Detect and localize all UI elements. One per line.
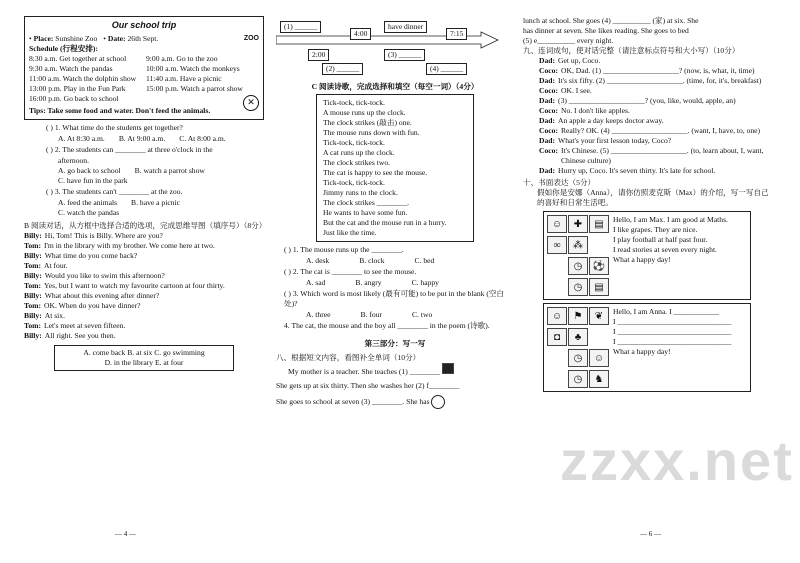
speaker: Dad: (539, 136, 556, 146)
question-text: ( ) 3. Which word is most likely (最有可能) to be put in the blank (空白处)? (284, 289, 505, 309)
essay-line: I play football at half past four. (613, 235, 708, 245)
speaker: Billy: (24, 231, 42, 241)
watermark-text: zzxx.net (560, 429, 794, 492)
dialog-line (24, 321, 264, 331)
speaker: Coco: (539, 106, 558, 116)
poem-question-4: 4. The cat, the mouse and the boy all ________ in the poem (诗歌). (284, 321, 490, 331)
max-text (613, 215, 728, 296)
poem-line: Tick-tock, tick-tock. (323, 98, 385, 108)
answer-option[interactable]: C. have fun in the park (58, 176, 128, 186)
poem-line: A mouse runs up the clock. (323, 108, 406, 118)
dialog-line (539, 166, 771, 176)
answer-option[interactable]: C. watch the pandas (58, 208, 120, 218)
utterance: What time do you come back? (44, 251, 138, 261)
answer-options (24, 198, 264, 208)
schedule-row (29, 54, 259, 64)
speaker: Tom: (24, 261, 42, 271)
question-text: ( ) 1. The mouse runs up the ________. (284, 245, 404, 255)
girl-reading-icon: ☺ (589, 349, 609, 367)
intro-line-2: has dinner at seven. She likes reading. She goes to bed (523, 26, 689, 36)
mind-map-timeline (276, 16, 514, 76)
billy-tom-dialog (24, 231, 264, 341)
utterance: At four. (44, 261, 68, 271)
section-9-title: 九、连词成句，使对话完整（请注意标点符号和大小写）（10分） (523, 46, 740, 56)
speaker: Billy: (24, 271, 42, 281)
speaker: Coco: (539, 66, 558, 76)
poem-line: A cat runs up the clock. (323, 148, 395, 158)
trip-title: Our school trip (111, 20, 177, 30)
section-10-title: 十、书面表达（5分） (523, 178, 596, 188)
essay-line: What a happy day! (613, 255, 671, 265)
answer-option[interactable]: A. feed the animals (58, 198, 118, 208)
question-text: ( ) 2. The students can ________ at three o'clock in the (46, 145, 213, 155)
speaker: Billy: (24, 291, 42, 301)
poem-line: Jimmy runs to the clock. (323, 188, 398, 198)
dialog-line (24, 241, 264, 251)
utterance: What's your first lesson today, Coco? (558, 136, 672, 146)
middle-column (276, 16, 514, 409)
essay-line: Hello, I am Max. I am good at Maths. (613, 215, 728, 225)
clock-icon: ◷ (568, 370, 588, 388)
utterance: (3) ____________________? (you, like, would, apple, an) (558, 96, 736, 106)
poem-line: The clock strikes (敲击) one. (323, 118, 412, 128)
utterance: All right. See you then. (44, 331, 116, 341)
utterance: OK. I see. (560, 86, 592, 96)
pear-icon: ♣ (568, 328, 588, 346)
poem-line: Tick-tock, tick-tock. (323, 178, 385, 188)
dialog-line (539, 126, 771, 136)
drink-icon: ◘ (547, 328, 567, 346)
schedule-item: 11:00 a.m. Watch the dolphin show (29, 73, 137, 83)
clock-icon (431, 395, 445, 409)
zoo-label: ZOO (243, 34, 259, 42)
part-three-title: 第三部分：写一写 (364, 339, 426, 349)
dialog-line (539, 136, 771, 146)
schedule-item: 10:00 a.m. Watch the monkeys (146, 63, 240, 73)
timeline-have-dinner: have dinner (384, 21, 427, 33)
right-column (523, 16, 771, 392)
section-c-title: C 阅读诗歌，完成选择和填空（每空一词）（4分） (311, 82, 479, 91)
utterance: OK, Dad. (1) ____________________? (now, is, what, it, time) (560, 66, 755, 76)
anna-icon-grid (547, 307, 607, 388)
answer-option[interactable]: C. happy (411, 278, 439, 288)
poem-box (316, 94, 474, 242)
speaker: Dad: (539, 116, 556, 126)
poem-line: But the cat and the mouse run in a hurry. (323, 218, 447, 228)
answer-option[interactable]: B. angry (355, 278, 382, 288)
dialog-line (539, 96, 771, 106)
timeline-time-4-00: 4:00 (350, 28, 371, 40)
utterance: Really? OK. (4) ____________________. (want, I, have, to, one) (560, 126, 761, 136)
dialog-line (539, 56, 771, 66)
dialog-line (24, 331, 264, 341)
speaker: Dad: (539, 56, 556, 66)
speaker: Dad: (539, 76, 556, 86)
dialog-line (24, 271, 264, 281)
utterance: Would you like to swim this afternoon? (44, 271, 165, 281)
dialog-line (539, 66, 771, 76)
poem-line: The clock strikes ________. (323, 198, 410, 208)
girl-icon: ☺ (547, 307, 567, 325)
essay-line: I read stories at seven every night. (613, 245, 717, 255)
essay-prompt: 假如你是安娜（Anna），请你仿照麦克斯（Max）的介绍，写一写自己的喜好和日常生活吧。 (537, 188, 769, 208)
answer-options (24, 166, 264, 176)
section-b-title: B 阅读对话，从方框中选择合适的选项，完成思维导图（填序号）（8分） (24, 221, 267, 231)
utterance: Let's meet at seven fifteen. (44, 321, 126, 331)
glasses-icon: ∞ (547, 236, 567, 254)
dialog-line (24, 281, 264, 291)
utterance: Yes, but I want to watch my favourite cartoon at four thirty. (44, 281, 225, 291)
answer-option[interactable]: A. sad (306, 278, 326, 288)
clock-icon: ◷ (568, 257, 588, 275)
dialog-line (539, 106, 771, 116)
max-icon-grid (547, 215, 607, 296)
dialog-line (539, 76, 771, 86)
answer-option[interactable]: B. watch a parrot show (134, 166, 205, 176)
page-number-left: — 4 — (115, 529, 136, 538)
utterance: Hurry up, Coco. It's seven thirty. It's late for school. (558, 166, 716, 176)
answer-option[interactable]: A. desk (306, 256, 330, 266)
dialog-line (539, 146, 771, 166)
page-number-right: — 6 — (640, 529, 661, 538)
dialog-line (539, 116, 771, 126)
poem-line: The clock strikes two. (323, 158, 391, 168)
speaker: Tom: (24, 301, 42, 311)
utterance: What about this evening after dinner? (44, 291, 160, 301)
anna-intro-box (543, 303, 751, 392)
no-feeding-icon: ✕ (243, 95, 259, 111)
dialog-line (24, 291, 264, 301)
max-intro-box (543, 211, 751, 300)
speaker: Billy: (24, 311, 42, 321)
timeline-time-7-15: 7:15 (446, 28, 467, 40)
essay-line: I like grapes. They are nice. (613, 225, 698, 235)
dialog-line (24, 251, 264, 261)
speaker: Billy: (24, 331, 42, 341)
dialog-line (24, 261, 264, 271)
football-icon: ⚽ (589, 257, 609, 275)
answer-options (276, 256, 514, 266)
utterance: It's Chinese. (5) ____________________. (to, learn about, I, want, Chinese culture) (560, 146, 764, 166)
timeline-blank-3[interactable]: (3) ______ (384, 49, 425, 61)
schedule-row (29, 94, 259, 104)
intro-line-1: lunch at school. She goes (4) __________ (家) at six. She (523, 16, 699, 25)
essay-line[interactable]: Hello, I am Anna. I ____________ (613, 307, 720, 317)
answer-option[interactable]: C. bed (414, 256, 435, 266)
speaker: Tom: (24, 281, 42, 291)
answer-option[interactable]: B. clock (359, 256, 385, 266)
left-mcq (24, 123, 264, 218)
question-text: ( ) 1. What time do the students get together? (46, 123, 183, 132)
schedule-row (29, 74, 259, 84)
flag-icon: ⚑ (568, 307, 588, 325)
schedule-item: 15:00 p.m. Watch a parrot show (146, 83, 243, 93)
utterance: No. I don't like apples. (560, 106, 630, 116)
utterance: Hi, Tom! This is Billy. Where are you? (44, 231, 163, 241)
schedule-item: 16:00 p.m. Go back to school (29, 93, 119, 103)
question-text: ( ) 2. The cat is ________ to see the mouse. (284, 267, 417, 277)
question-text-cont: afternoon. (58, 156, 89, 166)
answer-option[interactable]: B. four (360, 310, 382, 320)
schedule-item: 9:30 a.m. Watch the pandas (29, 63, 113, 73)
grapes-icon: ⁂ (568, 236, 588, 254)
schedule-row (29, 84, 259, 94)
poem-line: He wants to have some fun. (323, 208, 408, 218)
dialog-line (539, 86, 771, 96)
question-text: ( ) 3. The students can't ________ at the zoo. (46, 187, 183, 197)
utterance: Get up, Coco. (558, 56, 601, 66)
tips-text: Tips: Take some food and water. Don't feed the animals. (29, 105, 211, 115)
speaker: Dad: (539, 96, 556, 106)
math-icon: ✚ (568, 215, 588, 233)
utterance: An apple a day keeps doctor away. (558, 116, 664, 126)
poem-questions (276, 245, 514, 320)
answer-option[interactable]: C. At 8:00 a.m. (179, 134, 226, 144)
speaker: Dad: (539, 166, 556, 176)
poem-line: Tick-tock, tick-tock. (323, 138, 385, 148)
tv-icon (442, 363, 454, 374)
poem-line: Just like the time. (323, 228, 377, 238)
answer-option[interactable]: A. go back to school (58, 166, 121, 176)
clock-icon: ◷ (568, 349, 588, 367)
book-icon: ▤ (589, 278, 609, 296)
speaker: Coco: (539, 126, 558, 136)
speaker: Coco: (539, 146, 558, 156)
dialog-line (24, 231, 264, 241)
timeline-blank-2[interactable]: (2) ______ (322, 63, 363, 75)
utterance: OK. When do you have dinner? (44, 301, 141, 311)
timeline-blank-4[interactable]: (4) ______ (426, 63, 467, 75)
essay-line[interactable]: I ______________________________ (613, 337, 732, 347)
speaker: Tom: (24, 241, 42, 251)
dialog-line (24, 311, 264, 321)
speaker: Billy: (24, 251, 42, 261)
schedule-list (29, 54, 259, 104)
answer-option[interactable]: B. At 9:00 a.m. (118, 134, 166, 144)
dialog-line (24, 301, 264, 311)
school-trip-box: Our school trip • Place: Sunshine Zoo • Date: 26th Sept. ZOO Schedule (行程安排): 8:30 a.m. Get together at school 9:00 a.m. Go to the zoo 9:30 a.m. Watch the pandas 10:00 a.m. Watch the monkeys 11:00 a.m. Watch the dolphin show 11:40 a.m. Have a picnic 13:00 p.m. Play in the Fun Park 15:00 p.m. Watch a parrot show 16:00 p.m. Go back to school Tips: Take some food and water. Don't feed the animals. ✕ (24, 16, 264, 120)
timeline-blank-1[interactable]: (1) ______ (280, 21, 321, 33)
anna-text (613, 307, 731, 388)
utterance: I'm in the library with my brother. We come here at two. (44, 241, 215, 251)
section-8-text-2: She gets up at six thirty. Then she washes her (2) f________ (276, 381, 460, 391)
timeline-time-2-00: 2:00 (308, 49, 329, 61)
intro-line-3: (5) e__________ every night. (523, 36, 614, 46)
speaker: Coco: (539, 86, 558, 96)
schedule-row (29, 64, 259, 74)
leaf-icon: ❦ (589, 307, 609, 325)
dad-coco-dialog (523, 56, 771, 176)
answer-option[interactable]: A. At 8:30 a.m. (58, 134, 105, 144)
speaker: Tom: (24, 321, 42, 331)
poem-line: The cat is happy to see the mouse. (323, 168, 428, 178)
poem-line: The mouse runs down with fun. (323, 128, 420, 138)
essay-line[interactable]: I ______________________________ (613, 327, 732, 337)
essay-line[interactable]: What a happy day! (613, 347, 671, 357)
schedule-item: 9:00 a.m. Go to the zoo (146, 53, 218, 63)
utterance: At six. (44, 311, 65, 321)
essay-line[interactable]: I ______________________________ (613, 317, 732, 327)
schedule-item: 8:30 a.m. Get together at school (29, 53, 127, 63)
section-8-text-3: She goes to school at seven (3) ________. She has (276, 395, 514, 409)
option-box: A. come back B. at six C. go swimming D. in the library E. at four (54, 345, 234, 371)
toy-icon: ♞ (589, 370, 609, 388)
schedule-item: 13:00 p.m. Play in the Fun Park (29, 83, 126, 93)
boy-icon: ☺ (547, 215, 567, 233)
answer-options (276, 278, 514, 288)
answer-option[interactable]: C. two (411, 310, 433, 320)
utterance: It's six fifty. (2) ____________________. (time, for, it's, breakfast) (558, 76, 762, 86)
answer-options (24, 134, 264, 144)
section-8-text-1: My mother is a teacher. She teaches (1) ________ (276, 363, 514, 377)
answer-options (276, 310, 514, 320)
answer-option[interactable]: B. have a picnic (131, 198, 180, 208)
left-column (24, 16, 267, 375)
section-8-title: 八、根据短文内容，看图补全单词（10分） (276, 353, 421, 363)
clock-icon: ◷ (568, 278, 588, 296)
book-icon: ▤ (589, 215, 609, 233)
answer-option[interactable]: A. three (306, 310, 331, 320)
schedule-item: 11:40 a.m. Have a picnic (146, 73, 222, 83)
